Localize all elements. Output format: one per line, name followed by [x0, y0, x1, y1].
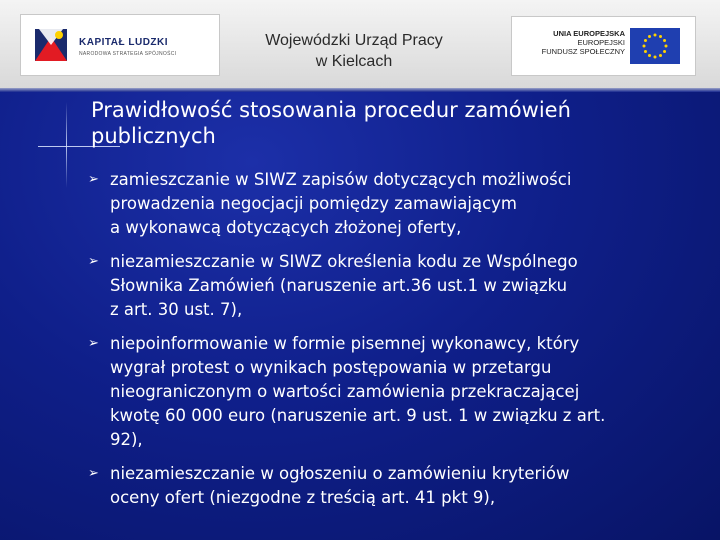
bullet-line: niezamieszczanie w SIWZ określenia kodu ze Wspólnego: [110, 252, 578, 271]
bullet-item: [88, 332, 708, 452]
kapital-ludzki-logo: [20, 14, 220, 76]
arrowhead-bullet-icon: ➢: [88, 336, 99, 351]
bullet-list: [88, 168, 708, 510]
eu-star-icon: [663, 39, 666, 42]
decorative-cross-vertical: [66, 102, 67, 188]
header-banner: [0, 0, 720, 88]
eu-star-icon: [648, 54, 651, 57]
bullet-line: niezamieszczanie w ogłoszeniu o zamówieniu kryteriów: [110, 464, 570, 483]
bullet-item: [88, 168, 708, 240]
eu-star-icon: [644, 50, 647, 53]
bullet-line: kwotę 60 000 euro (naruszenie art. 9 ust. 1 w związku z art.: [110, 406, 606, 425]
eu-line3: FUNDUSZ SPOŁECZNY: [541, 47, 625, 56]
bullet-line: a wykonawcą dotyczących złożonej oferty,: [110, 218, 462, 237]
eu-star-icon: [654, 56, 657, 59]
arrowhead-bullet-icon: ➢: [88, 466, 99, 481]
institution-name-line1: Wojewódzki Urząd Pracy: [265, 32, 443, 49]
institution-name: [236, 30, 472, 72]
eu-flag-icon: [630, 28, 680, 64]
eu-star-icon: [663, 50, 666, 53]
arrowhead-bullet-icon: ➢: [88, 254, 99, 269]
slide-title-line2: publicznych: [91, 124, 216, 148]
eu-fund-logo: [511, 16, 696, 76]
bullet-line: prowadzenia negocjacji pomiędzy zamawiającym: [110, 194, 517, 213]
eu-star-icon: [648, 35, 651, 38]
eu-star-icon: [659, 35, 662, 38]
slide-title: [91, 97, 691, 149]
arrowhead-bullet-icon: ➢: [88, 172, 99, 187]
bullet-line: 92),: [110, 430, 143, 449]
bullet-item: [88, 250, 708, 322]
bullet-line: z art. 30 ust. 7),: [110, 300, 243, 319]
bullet-line: Słownika Zamówień (naruszenie art.36 ust.1 w związku: [110, 276, 568, 295]
eu-star-icon: [665, 45, 668, 48]
kapital-ludzki-subtitle: NARODOWA STRATEGIA SPÓJNOŚCI: [79, 51, 177, 57]
eu-line2: EUROPEJSKI: [577, 38, 625, 47]
bullet-line: niepoinformowanie w formie pisemnej wykonawcy, który: [110, 334, 580, 353]
institution-name-line2: w Kielcach: [315, 53, 393, 70]
bullet-line: wygrał protest o wynikach postępowania w przetargu: [110, 358, 552, 377]
slide-title-line1: Prawidłowość stosowania procedur zamówień: [91, 98, 571, 122]
eu-fund-text: [520, 29, 625, 56]
eu-star-icon: [654, 34, 657, 37]
kapital-ludzki-title: KAPITAŁ LUDZKI: [79, 37, 169, 48]
kapital-ludzki-icon: [29, 23, 73, 67]
eu-line1: UNIA EUROPEJSKA: [553, 29, 625, 38]
eu-star-icon: [643, 45, 646, 48]
bullet-item: [88, 462, 708, 510]
bullet-line: zamieszczanie w SIWZ zapisów dotyczących możliwości: [110, 170, 572, 189]
eu-star-icon: [659, 54, 662, 57]
bullet-line: nieograniczonym o wartości zamówienia przekraczającej: [110, 382, 580, 401]
header-divider: [0, 88, 720, 92]
bullet-line: oceny ofert (niezgodne z treścią art. 41 pkt 9),: [110, 488, 496, 507]
eu-star-icon: [644, 39, 647, 42]
